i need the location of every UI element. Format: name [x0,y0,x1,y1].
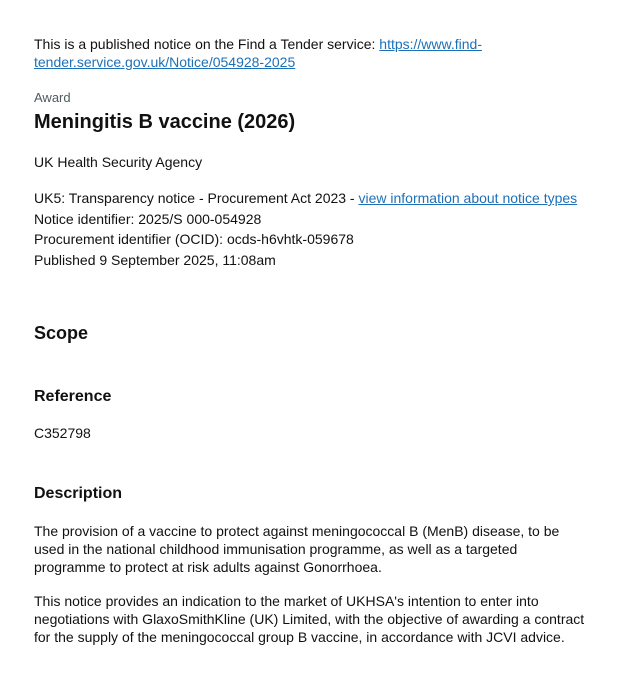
description-paragraph-2 [34,592,604,646]
description-paragraph-1 [34,522,604,576]
reference-heading: Reference [34,388,112,405]
notice-type-label: Award [34,90,71,105]
description-p1-line3: programme to protect at risk adults against Gonorrhoea. [34,559,382,575]
notice-link-line2[interactable]: tender.service.gov.uk/Notice/054928-2025 [34,54,296,70]
notice-type-line [34,188,604,209]
notice-types-info-link[interactable]: view information about notice types [358,190,578,206]
description-p1-line1: The provision of a vaccine to protect against meningococcal B (MenB) disease, to be [34,523,560,539]
organisation-name: UK Health Security Agency [34,154,203,170]
description-heading: Description [34,485,123,502]
published-notice-intro [34,35,604,71]
reference-value: C352798 [34,425,91,441]
notice-identifier: Notice identifier: 2025/S 000-054928 [34,210,262,227]
notice-link-line1[interactable]: https://www.find- [379,36,482,52]
description-p1-line2: used in the national childhood immunisation programme, as well as a targeted [34,541,518,557]
procurement-identifier: Procurement identifier (OCID): ocds-h6vhtk-059678 [34,231,354,247]
description-p2-line3: for the supply of the meningococcal group B vaccine, in accordance with JCVI advice. [34,629,565,645]
description-p2-line2: negotiations with GlaxoSmithKline (UK) Limited, with the objective of awarding a contract [34,611,585,627]
description-p2-line1: This notice provides an indication to the market of UKHSA's intention to enter into [34,593,539,609]
notice-type-text: UK5: Transparency notice - Procurement Act 2023 - [34,190,359,206]
notice-metadata [34,188,604,270]
scope-heading: Scope [34,323,89,343]
page-title: Meningitis B vaccine (2026) [34,111,296,133]
intro-text: This is a published notice on the Find a Tender service: [34,36,380,52]
published-date: Published 9 September 2025, 11:08am [34,251,276,268]
